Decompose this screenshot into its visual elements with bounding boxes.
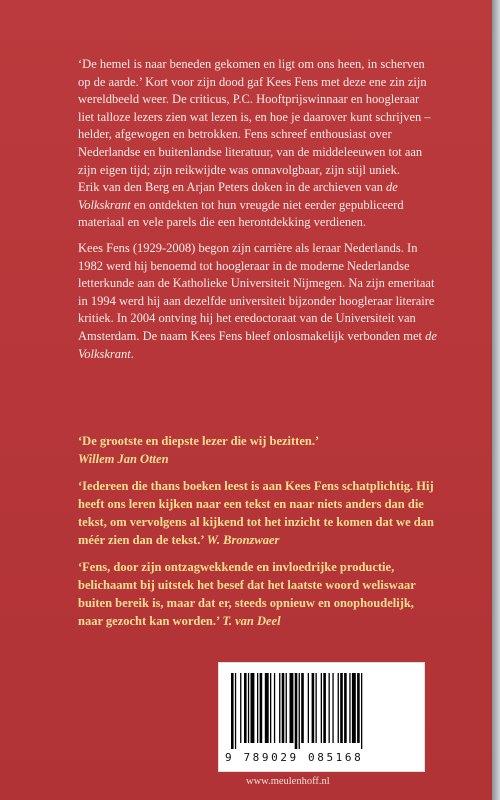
isbn-barcode <box>218 662 425 772</box>
quote-text: ‘Fens, door zijn ontzagwekkende en invloedrijke productie, belichaamt bij uitstek het besef dat het laatste woord weliswaar buiten bereik is, maar dat er, steeds opnieuw en onophoudelijk, naar gezocht kan worden.’ <box>78 560 416 628</box>
blurb-paragraph-1-text: ‘De hemel is naar beneden gekomen en ligt om ons heen, in scherven op de aarde.’ Kort voor zijn dood gaf Kees Fens met deze ene zin zijn wereldbeeld weer. De criticus, P.C. Hooftprijswinnaar en hoogleraar liet talloze lezers zien wat lezen is, en hoe je daarover kunt schrijven – helder, afgewogen en betrokken. Fens schreef enthousiast over Nederlandse en buitenlandse literatuur, van de middeleeuwen tot aan zijn eigen tijd; zijn reikwijdte was onnavolgbaar, zijn stijl uniek. <box>78 57 431 177</box>
publisher-url[interactable]: www.meulenhoff.nl <box>246 776 330 787</box>
blurb-paragraph-2 <box>78 240 438 363</box>
quote-author: W. Bronzwaer <box>206 533 280 547</box>
newspaper-title: de Volkskrant <box>78 180 398 212</box>
quote-author: T. van Deel <box>222 614 281 628</box>
page-edge <box>492 0 500 800</box>
blurb-paragraph-1-end: en ontdekten tot hun vreugde niet eerder gepubliceerd materiaal en vele parels die een herontdekking verdienen. <box>78 197 404 230</box>
newspaper-title-2: de Volkskrant <box>78 328 437 361</box>
review-quotes <box>78 432 438 639</box>
quote-author: Willem Jan Otten <box>78 452 169 466</box>
quote-3 <box>78 558 438 630</box>
quote-text: ‘De grootste en diepste lezer die wij bezitten.’ <box>78 434 320 448</box>
blurb <box>78 56 438 363</box>
quote-2 <box>78 477 438 549</box>
blurb-paragraph-1-continued: Erik van den Berg en Arjan Peters doken in de archieven van <box>78 180 383 195</box>
isbn-number: 9 789029 085168 <box>225 751 364 764</box>
sentence-end: . <box>130 346 134 361</box>
quote-text: ‘Iedereen die thans boeken leest is aan Kees Fens schatplichtig. Hij heeft ons leren kijken naar een tekst en naar niets anders dan die tekst, om vervolgens al kijkend tot het inzicht te komen dat we dan méér zien dan de tekst.’ <box>78 479 434 547</box>
blurb-paragraph-1 <box>78 56 438 232</box>
barcode-icon <box>231 673 411 749</box>
quote-1 <box>78 432 438 468</box>
biography-text: Kees Fens (1929-2008) begon zijn carrière als leraar Nederlands. In 1982 werd hij benoemd tot hoogleraar in de moderne Nederlandse letterkunde aan de Katholieke Universiteit Nijmegen. Na zijn emeritaat in 1994 werd hij aan dezelfde universiteit bijzonder hoogleraar literaire kritiek. In 2004 ontving hij het eredoctoraat van de Universiteit van Amsterdam. De naam Kees Fens bleef onlosmakelijk verbonden met <box>78 240 435 343</box>
